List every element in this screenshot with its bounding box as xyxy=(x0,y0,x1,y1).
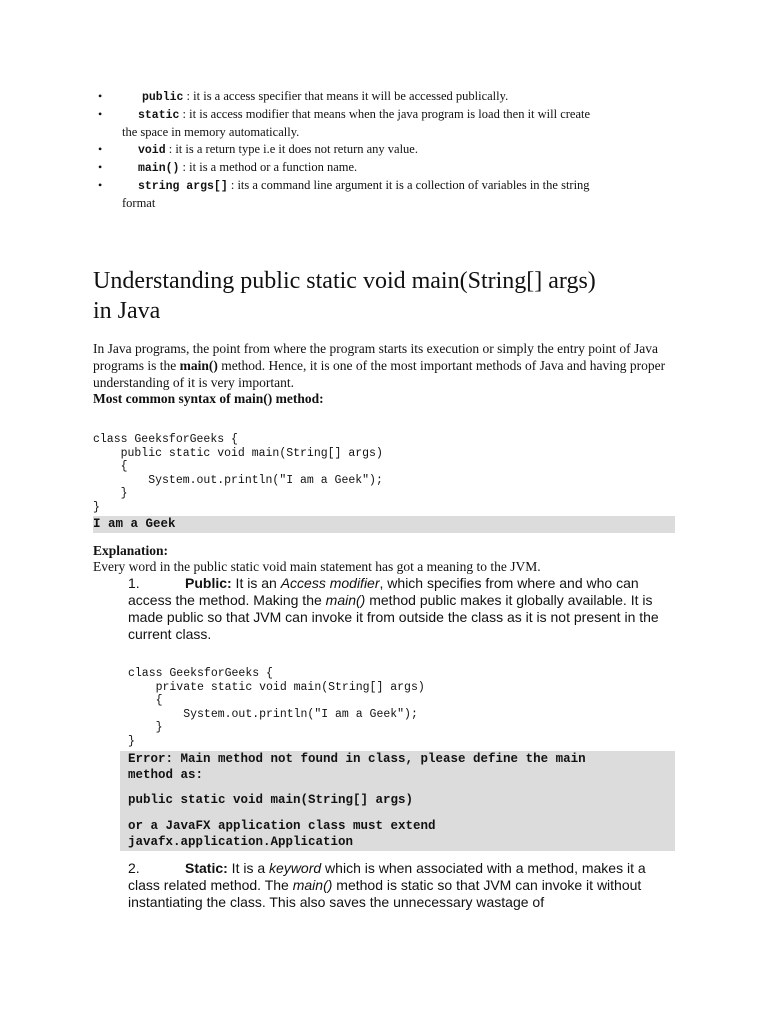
explanation-text: Every word in the public static void main statement has got a meaning to the JVM. xyxy=(93,559,541,574)
code-line: System.out.println("I am a Geek"); xyxy=(93,473,383,487)
bullet-text: : it is a return type i.e it does not return any value. xyxy=(165,142,418,156)
bullet-term: public xyxy=(142,91,184,104)
numbered-item-public xyxy=(128,575,676,643)
item-text: method public makes it globally available. It is made public so that JVM can invoke it from outside the class as it is not present in the current class. xyxy=(128,592,659,642)
list-item xyxy=(94,177,684,212)
page-title xyxy=(93,266,683,326)
error-line: method as: xyxy=(128,768,204,782)
intro-text-1: In Java programs, the point from where the program starts its execution or simply the entry point of Java programs is the xyxy=(93,341,658,373)
explanation-heading: Explanation: xyxy=(93,543,169,558)
code-line: class GeeksforGeeks { xyxy=(93,433,238,446)
list-item xyxy=(94,159,684,177)
item-italic: main() xyxy=(325,592,366,608)
bullet-icon: • xyxy=(98,160,103,174)
code-line: class GeeksforGeeks { xyxy=(128,667,273,680)
page-title-line-1: Understanding public static void main(String[] args) xyxy=(93,268,596,294)
item-number: 2. xyxy=(128,860,140,876)
bullet-icon: • xyxy=(98,89,103,103)
item-italic: main() xyxy=(292,877,333,893)
intro-paragraph xyxy=(93,340,683,391)
intro-text-2: method. Hence, it is one of the most important methods of Java and having proper understanding of it is very important. xyxy=(93,358,666,390)
code-line: } xyxy=(93,500,100,514)
item-number: 1. xyxy=(128,575,140,591)
item-text: It is an xyxy=(231,575,281,591)
code-line: { xyxy=(128,694,163,707)
bullet-text: : it is access modifier that means when the java program is load then it will create xyxy=(179,107,591,121)
list-item xyxy=(94,106,684,141)
bullet-text: : it is a access specifier that means it will be accessed publically. xyxy=(183,89,509,103)
bullet-text: : its a command line argument it is a collection of variables in the string xyxy=(227,178,590,192)
code-block-main xyxy=(93,433,383,514)
error-line: Error: Main method not found in class, please define the main xyxy=(128,752,586,766)
code-line: } xyxy=(128,721,163,734)
bullet-term: void xyxy=(138,144,166,157)
item-text: which is when associated with a method, makes it a class related method. The xyxy=(128,860,646,893)
bullet-text-continued: format xyxy=(122,196,156,210)
list-item xyxy=(94,88,684,106)
bullet-text-continued: the space in memory automatically. xyxy=(122,125,300,139)
list-item xyxy=(94,141,684,159)
code-line: System.out.println("I am a Geek"); xyxy=(128,707,418,721)
bullet-term: main() xyxy=(138,162,180,175)
error-line: or a JavaFX application class must extend xyxy=(128,819,436,833)
page-title-line-2: in Java xyxy=(93,298,161,324)
item-text: method is static so that JVM can invoke it without instantiating the class. This also saves the unnecessary wastage of xyxy=(128,877,642,910)
error-line: javafx.application.Application xyxy=(128,835,354,849)
code-line: { xyxy=(93,460,128,473)
code-block-private xyxy=(128,667,425,748)
code-line: } xyxy=(128,734,135,748)
program-output: I am a Geek xyxy=(93,516,675,533)
code-line: } xyxy=(93,487,128,500)
item-italic: Access modifier xyxy=(280,575,380,591)
item-label: Public: xyxy=(185,575,232,591)
item-label: Static: xyxy=(185,860,228,876)
item-text: , which specifies from where and who can access the method. Making the xyxy=(128,575,639,608)
intro-bold-term: main() xyxy=(179,358,218,373)
keyword-bullet-list xyxy=(94,88,684,212)
bullet-text: : it is a method or a function name. xyxy=(179,160,358,174)
item-italic: keyword xyxy=(269,860,322,876)
code-line: private static void main(String[] args) xyxy=(128,680,425,694)
syntax-heading: Most common syntax of main() method: xyxy=(93,391,324,406)
bullet-icon: • xyxy=(98,178,103,192)
numbered-item-static xyxy=(128,860,676,911)
bullet-term: string args[] xyxy=(138,180,228,193)
bullet-term: static xyxy=(138,109,180,122)
code-line: public static void main(String[] args) xyxy=(93,446,383,460)
item-text: It is a xyxy=(227,860,270,876)
error-line: public static void main(String[] args) xyxy=(128,793,414,807)
bullet-icon: • xyxy=(98,142,103,156)
bullet-icon: • xyxy=(98,107,103,121)
